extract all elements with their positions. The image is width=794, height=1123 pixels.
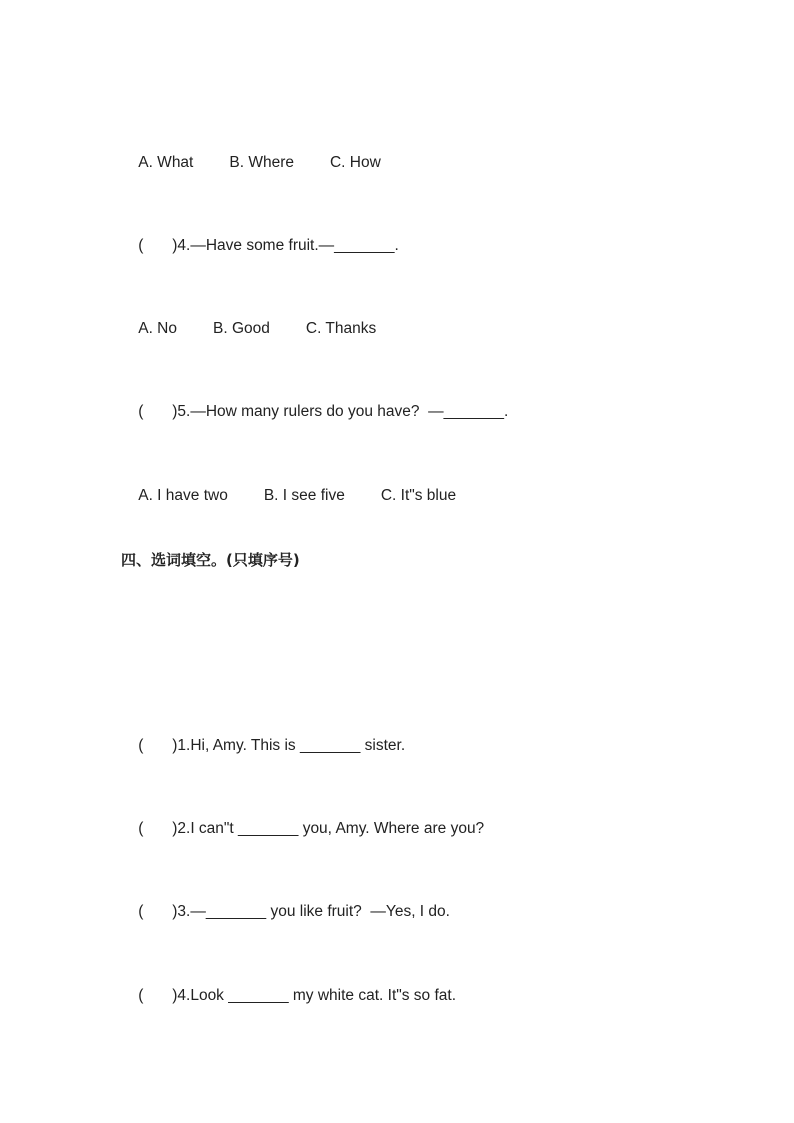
q5-option-a[interactable]: A. I have two	[138, 487, 228, 504]
s4-item-2-text: )2.I can"t _______ you, Amy. Where are you?	[172, 820, 485, 837]
q3-option-a[interactable]: A. What	[138, 154, 194, 171]
s4-item-3-text: )3.—_______ you like fruit? —Yes, I do.	[172, 903, 450, 920]
q4-options-row	[121, 299, 376, 359]
s4-item-2	[121, 799, 484, 859]
q5-answer-paren[interactable]: (	[138, 403, 144, 420]
q4-option-a[interactable]: A. No	[138, 320, 177, 337]
s4-item-1	[121, 716, 405, 776]
s4-item-3-answer-paren[interactable]: (	[138, 903, 144, 920]
s4-item-4	[121, 966, 456, 1026]
q5-text: )5.—How many rulers do you have? —_______.	[172, 403, 509, 420]
q5-options-row	[121, 466, 456, 526]
q4-question	[121, 216, 399, 276]
q4-answer-paren[interactable]: (	[138, 237, 144, 254]
q4-text: )4.—Have some fruit.—_______.	[172, 237, 399, 254]
q5-option-b[interactable]: B. I see five	[263, 487, 345, 504]
s4-item-3	[121, 882, 450, 942]
q4-option-b[interactable]: B. Good	[213, 320, 270, 337]
section-4-heading: 四、选词填空。(只填序号)	[121, 551, 300, 569]
q5-option-c[interactable]: C. It"s blue	[380, 487, 457, 504]
s4-item-1-text: )1.Hi, Amy. This is _______ sister.	[172, 737, 406, 754]
s4-item-4-answer-paren[interactable]: (	[138, 987, 144, 1004]
s4-item-2-answer-paren[interactable]: (	[138, 820, 144, 837]
s4-item-1-answer-paren[interactable]: (	[138, 737, 144, 754]
s4-item-4-text: )4.Look _______ my white cat. It"s so fat.	[172, 987, 457, 1004]
q3-option-c[interactable]: C. How	[329, 154, 381, 171]
q3-option-b[interactable]: B. Where	[229, 154, 294, 171]
q3-options-row	[121, 133, 381, 193]
q4-option-c[interactable]: C. Thanks	[305, 320, 377, 337]
q5-question	[121, 382, 508, 442]
